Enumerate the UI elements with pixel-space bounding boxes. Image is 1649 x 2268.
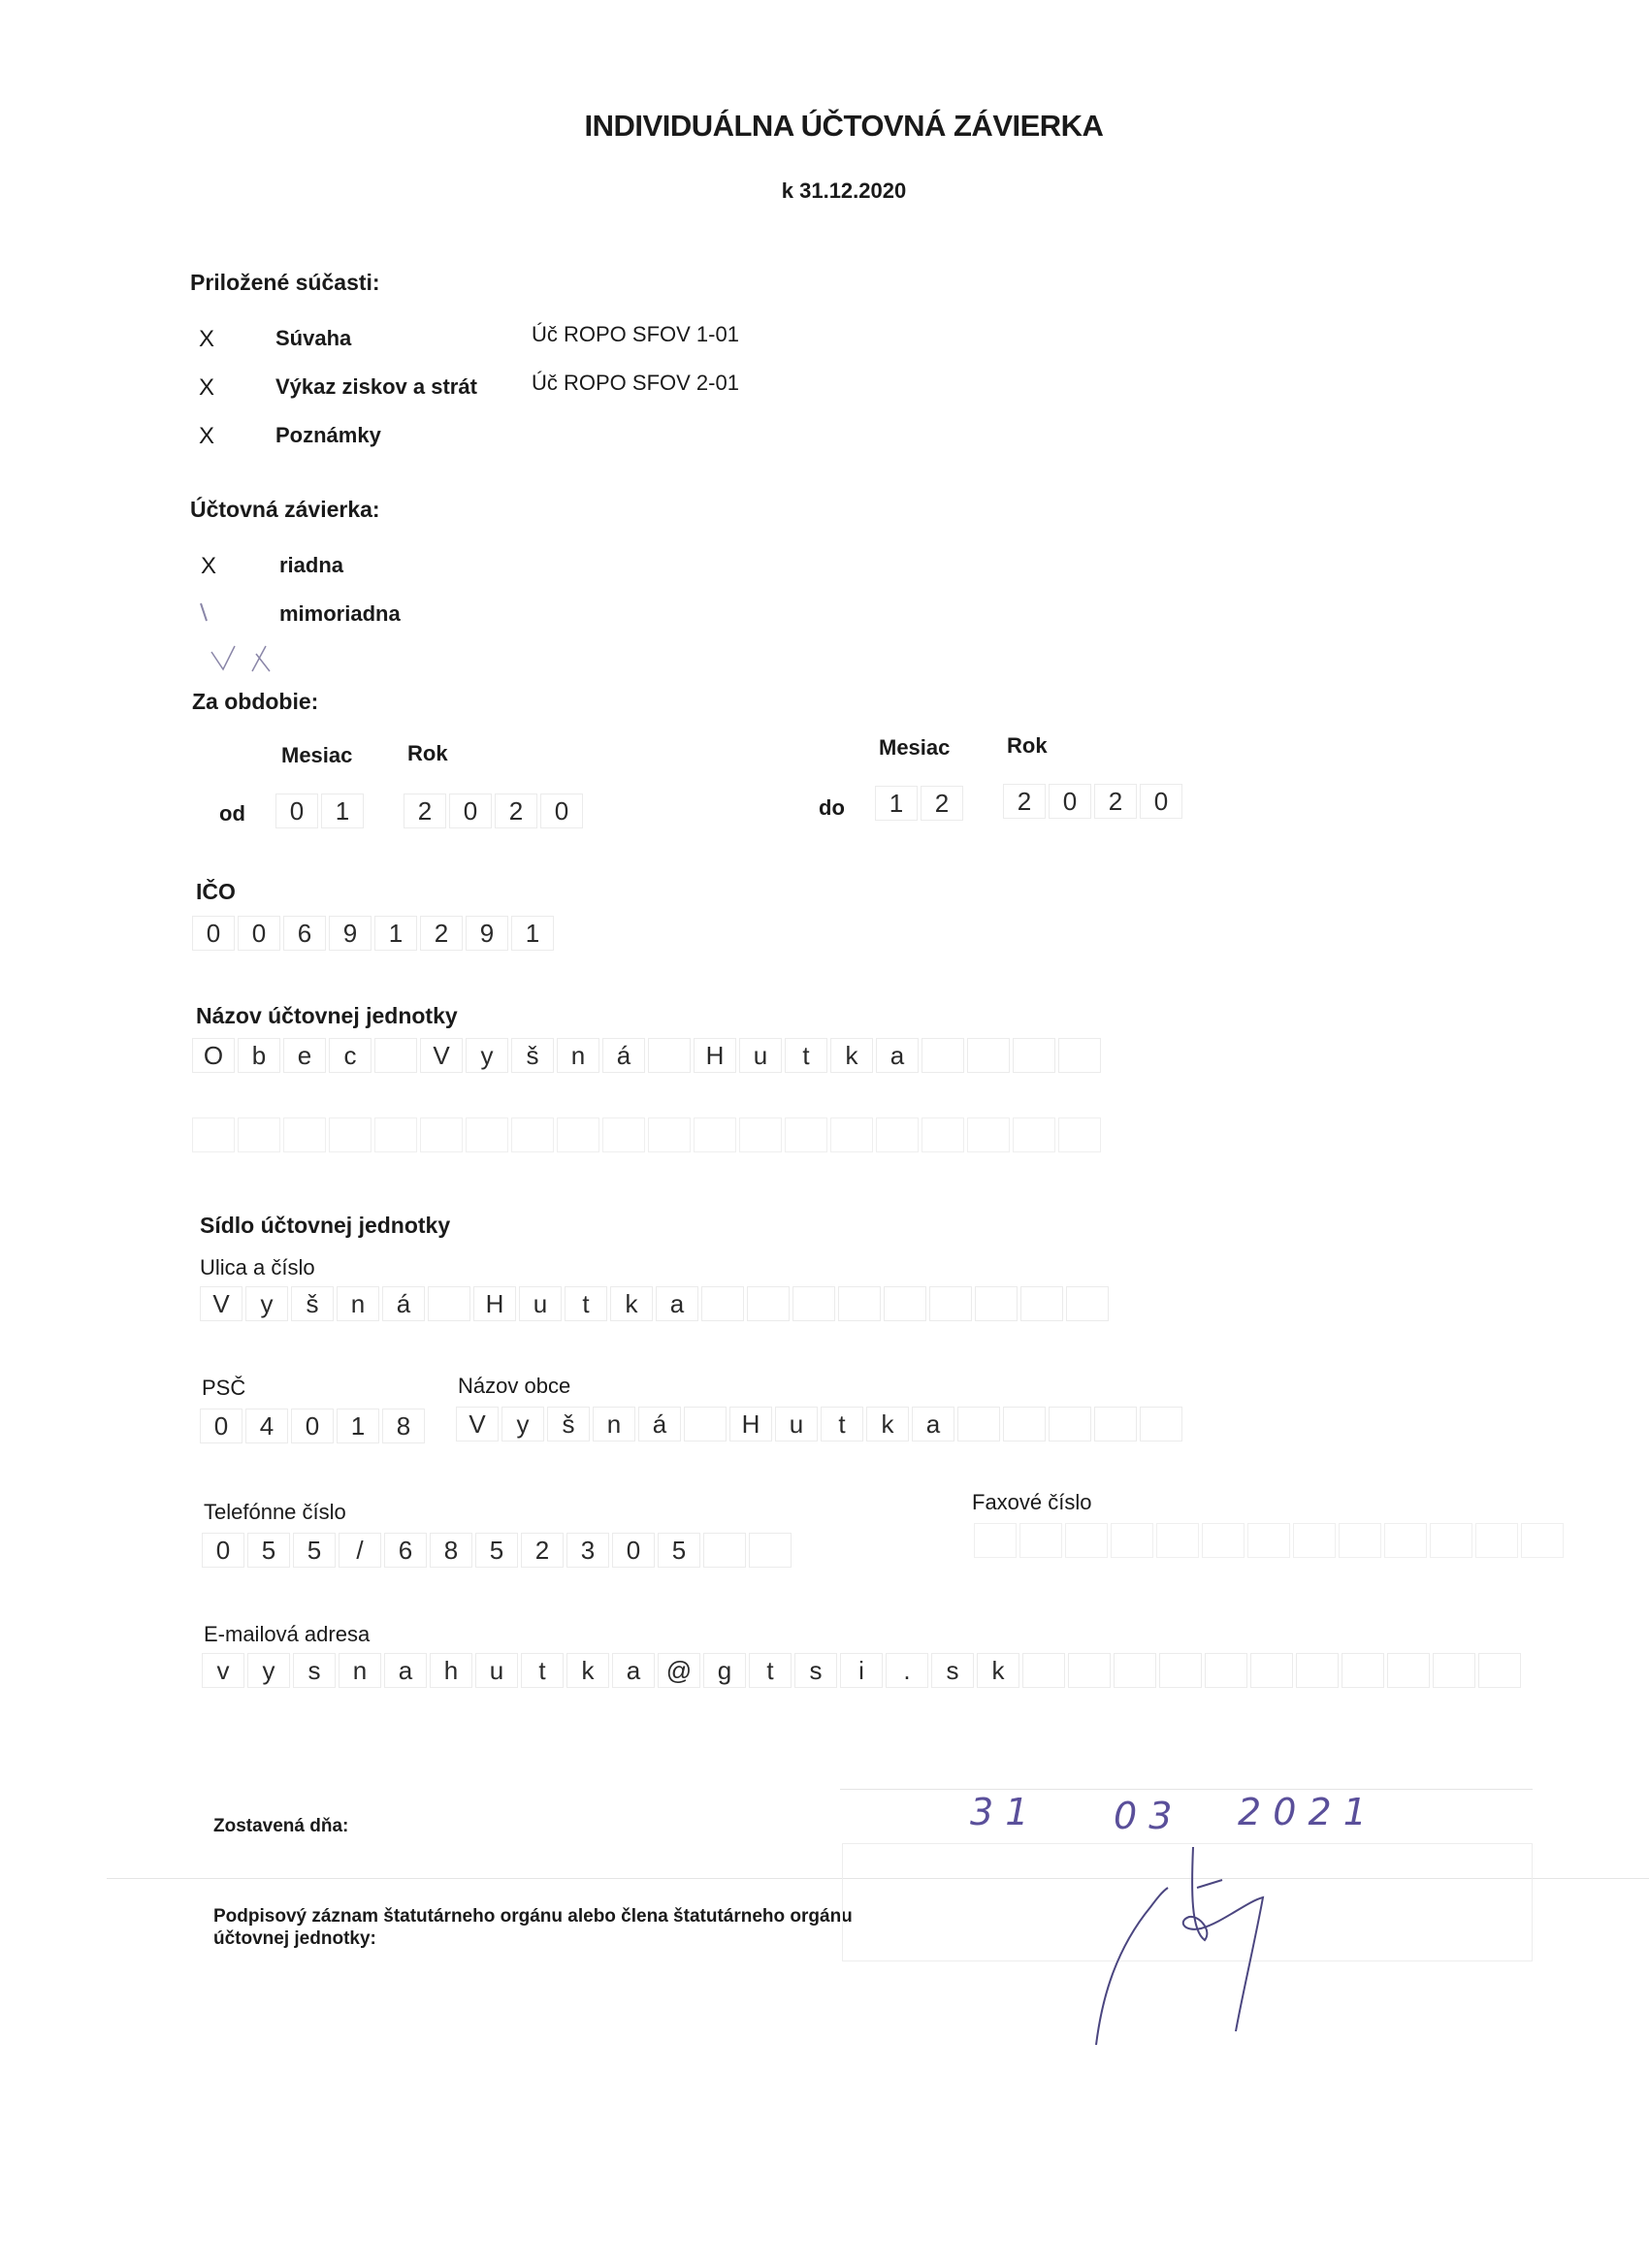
statement-checkbox-extraordinary[interactable] <box>198 601 210 623</box>
char-cell: 5 <box>475 1533 518 1568</box>
char-cell <box>1156 1523 1199 1558</box>
char-cell: k <box>610 1286 653 1321</box>
char-cell: y <box>245 1286 288 1321</box>
char-cell: y <box>247 1653 290 1688</box>
char-cell: n <box>557 1038 599 1073</box>
char-cell <box>1049 1407 1091 1442</box>
compiled-label: Zostavená dňa: <box>213 1816 349 1836</box>
char-cell: a <box>876 1038 919 1073</box>
phone-label: Telefónne číslo <box>204 1500 346 1524</box>
char-cell: a <box>656 1286 698 1321</box>
char-cell: 2 <box>1003 784 1046 819</box>
char-cell: u <box>475 1653 518 1688</box>
char-cell <box>1478 1653 1521 1688</box>
email-field[interactable] <box>202 1653 1524 1688</box>
document-date: k 31.12.2020 <box>781 178 907 203</box>
char-cell: u <box>519 1286 562 1321</box>
attachments-heading: Priložené súčasti: <box>190 270 380 295</box>
char-cell <box>1068 1653 1111 1688</box>
entity-name-field-row2[interactable] <box>192 1118 1104 1152</box>
char-cell <box>1094 1407 1137 1442</box>
char-cell: t <box>521 1653 564 1688</box>
char-cell <box>1475 1523 1518 1558</box>
char-cell: t <box>821 1407 863 1442</box>
compiled-day[interactable]: 3 1 <box>970 1791 1029 1833</box>
char-cell: s <box>931 1653 974 1688</box>
char-cell: n <box>339 1653 381 1688</box>
char-cell <box>967 1118 1010 1152</box>
char-cell <box>374 1038 417 1073</box>
char-cell <box>602 1118 645 1152</box>
document-title: INDIVIDUÁLNA ÚČTOVNÁ ZÁVIERKA <box>584 109 1104 143</box>
attachment-label-balance: Súvaha <box>275 326 352 350</box>
char-cell <box>648 1118 691 1152</box>
signature-label-line1: Podpisový záznam štatutárneho orgánu alebo člena štatutárneho orgánu <box>213 1906 853 1927</box>
char-cell: h <box>430 1653 472 1688</box>
char-cell <box>838 1286 881 1321</box>
char-cell: 2 <box>495 794 537 828</box>
char-cell <box>511 1118 554 1152</box>
ico-label: IČO <box>196 879 236 904</box>
attachment-checkbox-notes[interactable]: X <box>198 423 214 449</box>
statement-label-regular: riadna <box>279 553 344 577</box>
attachment-checkbox-balance[interactable]: X <box>198 326 214 352</box>
char-cell: 0 <box>612 1533 655 1568</box>
char-cell: c <box>329 1038 372 1073</box>
ico-field[interactable] <box>192 916 557 951</box>
fax-field[interactable] <box>974 1523 1567 1558</box>
char-cell <box>1019 1523 1062 1558</box>
entity-name-field[interactable] <box>192 1038 1104 1073</box>
char-cell: s <box>794 1653 837 1688</box>
char-cell <box>329 1118 372 1152</box>
town-field[interactable] <box>456 1407 1185 1442</box>
char-cell <box>420 1118 463 1152</box>
char-cell: a <box>384 1653 427 1688</box>
statement-label-extraordinary: mimoriadna <box>279 601 401 626</box>
char-cell <box>749 1533 792 1568</box>
attachment-label-notes: Poznámky <box>275 423 381 447</box>
period-to-month-label: Mesiac <box>879 735 951 760</box>
char-cell: á <box>638 1407 681 1442</box>
address-heading: Sídlo účtovnej jednotky <box>200 1213 451 1238</box>
char-cell: 0 <box>449 794 492 828</box>
char-cell: 2 <box>921 786 963 821</box>
char-cell: H <box>694 1038 736 1073</box>
char-cell: u <box>775 1407 818 1442</box>
char-cell <box>557 1118 599 1152</box>
char-cell <box>1058 1038 1101 1073</box>
char-cell <box>1013 1118 1055 1152</box>
char-cell <box>684 1407 727 1442</box>
char-cell <box>747 1286 790 1321</box>
compiled-year[interactable]: 2 0 2 1 <box>1238 1791 1367 1833</box>
char-cell: k <box>977 1653 1019 1688</box>
char-cell: 0 <box>291 1409 334 1443</box>
char-cell <box>922 1038 964 1073</box>
char-cell <box>792 1286 835 1321</box>
attachment-code-profit-loss: Úč ROPO SFOV 2-01 <box>532 371 739 395</box>
char-cell <box>1058 1118 1101 1152</box>
char-cell <box>428 1286 470 1321</box>
signature-label-line2: účtovnej jednotky: <box>213 1928 376 1949</box>
char-cell: š <box>291 1286 334 1321</box>
period-to-year-field[interactable] <box>1003 784 1185 819</box>
char-cell <box>192 1118 235 1152</box>
char-cell <box>1387 1653 1430 1688</box>
char-cell: n <box>337 1286 379 1321</box>
char-cell <box>648 1038 691 1073</box>
psc-field[interactable] <box>200 1409 428 1443</box>
char-cell: a <box>912 1407 954 1442</box>
phone-field[interactable] <box>202 1533 794 1568</box>
char-cell: 2 <box>521 1533 564 1568</box>
hand-scribble-icon <box>210 642 279 675</box>
char-cell <box>1342 1653 1384 1688</box>
char-cell: 0 <box>275 794 318 828</box>
char-cell: 6 <box>384 1533 427 1568</box>
period-to-label: do <box>819 795 845 820</box>
char-cell <box>1159 1653 1202 1688</box>
char-cell: H <box>473 1286 516 1321</box>
char-cell <box>739 1118 782 1152</box>
char-cell <box>967 1038 1010 1073</box>
email-label: E-mailová adresa <box>204 1622 371 1646</box>
char-cell <box>785 1118 827 1152</box>
char-cell: t <box>565 1286 607 1321</box>
char-cell: . <box>886 1653 928 1688</box>
char-cell: 1 <box>374 916 417 951</box>
char-cell: 9 <box>329 916 372 951</box>
char-cell: 5 <box>247 1533 290 1568</box>
char-cell: á <box>382 1286 425 1321</box>
statement-type-heading: Účtovná závierka: <box>190 497 380 522</box>
char-cell <box>929 1286 972 1321</box>
char-cell <box>1250 1653 1293 1688</box>
char-cell <box>1066 1286 1109 1321</box>
char-cell: b <box>238 1038 280 1073</box>
char-cell: 2 <box>420 916 463 951</box>
char-cell <box>238 1118 280 1152</box>
char-cell <box>466 1118 508 1152</box>
divider <box>840 1789 1533 1790</box>
char-cell: u <box>739 1038 782 1073</box>
char-cell: O <box>192 1038 235 1073</box>
psc-label: PSČ <box>202 1376 246 1400</box>
char-cell: k <box>866 1407 909 1442</box>
attachment-checkbox-profit-loss[interactable]: X <box>198 374 214 401</box>
char-cell: n <box>593 1407 635 1442</box>
period-heading: Za obdobie: <box>192 689 319 714</box>
char-cell: i <box>840 1653 883 1688</box>
period-from-year-label: Rok <box>407 741 448 765</box>
street-field[interactable] <box>200 1286 1112 1321</box>
char-cell: s <box>293 1653 336 1688</box>
char-cell <box>701 1286 744 1321</box>
char-cell <box>694 1118 736 1152</box>
char-cell: š <box>547 1407 590 1442</box>
char-cell <box>1140 1407 1182 1442</box>
char-cell: V <box>456 1407 499 1442</box>
char-cell: á <box>602 1038 645 1073</box>
char-cell <box>876 1118 919 1152</box>
char-cell <box>884 1286 926 1321</box>
char-cell <box>1384 1523 1427 1558</box>
char-cell: / <box>339 1533 381 1568</box>
char-cell: @ <box>658 1653 700 1688</box>
char-cell: 6 <box>283 916 326 951</box>
entity-name-label: Názov účtovnej jednotky <box>196 1003 458 1028</box>
char-cell <box>1013 1038 1055 1073</box>
char-cell: 3 <box>566 1533 609 1568</box>
char-cell <box>1247 1523 1290 1558</box>
char-cell: H <box>729 1407 772 1442</box>
char-cell <box>1433 1653 1475 1688</box>
char-cell: 4 <box>245 1409 288 1443</box>
char-cell: e <box>283 1038 326 1073</box>
char-cell: k <box>830 1038 873 1073</box>
period-from-month-field[interactable] <box>275 794 367 828</box>
char-cell <box>1296 1653 1339 1688</box>
char-cell: š <box>511 1038 554 1073</box>
street-label: Ulica a číslo <box>200 1255 315 1280</box>
period-to-year-label: Rok <box>1007 733 1048 758</box>
char-cell: 2 <box>404 794 446 828</box>
char-cell: 1 <box>321 794 364 828</box>
char-cell: g <box>703 1653 746 1688</box>
char-cell <box>1020 1286 1063 1321</box>
char-cell: 0 <box>1049 784 1091 819</box>
char-cell: 9 <box>466 916 508 951</box>
char-cell <box>975 1286 1018 1321</box>
signature-icon <box>1077 1833 1300 2057</box>
char-cell: 0 <box>192 916 235 951</box>
char-cell <box>283 1118 326 1152</box>
char-cell: V <box>420 1038 463 1073</box>
char-cell <box>1111 1523 1153 1558</box>
char-cell <box>1430 1523 1472 1558</box>
char-cell: y <box>501 1407 544 1442</box>
char-cell: 8 <box>430 1533 472 1568</box>
attachment-code-balance: Úč ROPO SFOV 1-01 <box>532 322 739 346</box>
char-cell: 1 <box>337 1409 379 1443</box>
char-cell <box>1114 1653 1156 1688</box>
char-cell: 0 <box>202 1533 244 1568</box>
char-cell: 1 <box>511 916 554 951</box>
char-cell <box>1521 1523 1564 1558</box>
char-cell: t <box>749 1653 792 1688</box>
period-from-label: od <box>219 801 245 826</box>
char-cell: 0 <box>540 794 583 828</box>
char-cell: 0 <box>1140 784 1182 819</box>
fax-label: Faxové číslo <box>972 1490 1092 1514</box>
char-cell <box>1065 1523 1108 1558</box>
char-cell: V <box>200 1286 242 1321</box>
char-cell <box>922 1118 964 1152</box>
pen-tick-icon <box>198 601 210 623</box>
char-cell <box>1202 1523 1245 1558</box>
char-cell: 0 <box>200 1409 242 1443</box>
char-cell <box>1022 1653 1065 1688</box>
compiled-month[interactable]: 0 3 <box>1114 1795 1173 1837</box>
char-cell: 5 <box>658 1533 700 1568</box>
period-from-month-label: Mesiac <box>281 743 353 767</box>
char-cell: 8 <box>382 1409 425 1443</box>
char-cell: t <box>785 1038 827 1073</box>
signature-label <box>213 1905 853 1950</box>
char-cell <box>957 1407 1000 1442</box>
char-cell: 2 <box>1094 784 1137 819</box>
char-cell: y <box>466 1038 508 1073</box>
char-cell: 1 <box>875 786 918 821</box>
char-cell <box>374 1118 417 1152</box>
char-cell: 5 <box>293 1533 336 1568</box>
char-cell: a <box>612 1653 655 1688</box>
char-cell <box>703 1533 746 1568</box>
statement-checkbox-regular[interactable]: X <box>200 553 216 579</box>
period-from-year-field[interactable] <box>404 794 586 828</box>
attachment-label-profit-loss: Výkaz ziskov a strát <box>275 374 477 399</box>
char-cell <box>1339 1523 1381 1558</box>
char-cell: v <box>202 1653 244 1688</box>
char-cell <box>1205 1653 1247 1688</box>
char-cell <box>1003 1407 1046 1442</box>
period-to-month-field[interactable] <box>875 786 966 821</box>
char-cell: k <box>566 1653 609 1688</box>
char-cell <box>974 1523 1017 1558</box>
char-cell <box>1293 1523 1336 1558</box>
char-cell <box>830 1118 873 1152</box>
town-label: Názov obce <box>458 1374 571 1398</box>
char-cell: 0 <box>238 916 280 951</box>
